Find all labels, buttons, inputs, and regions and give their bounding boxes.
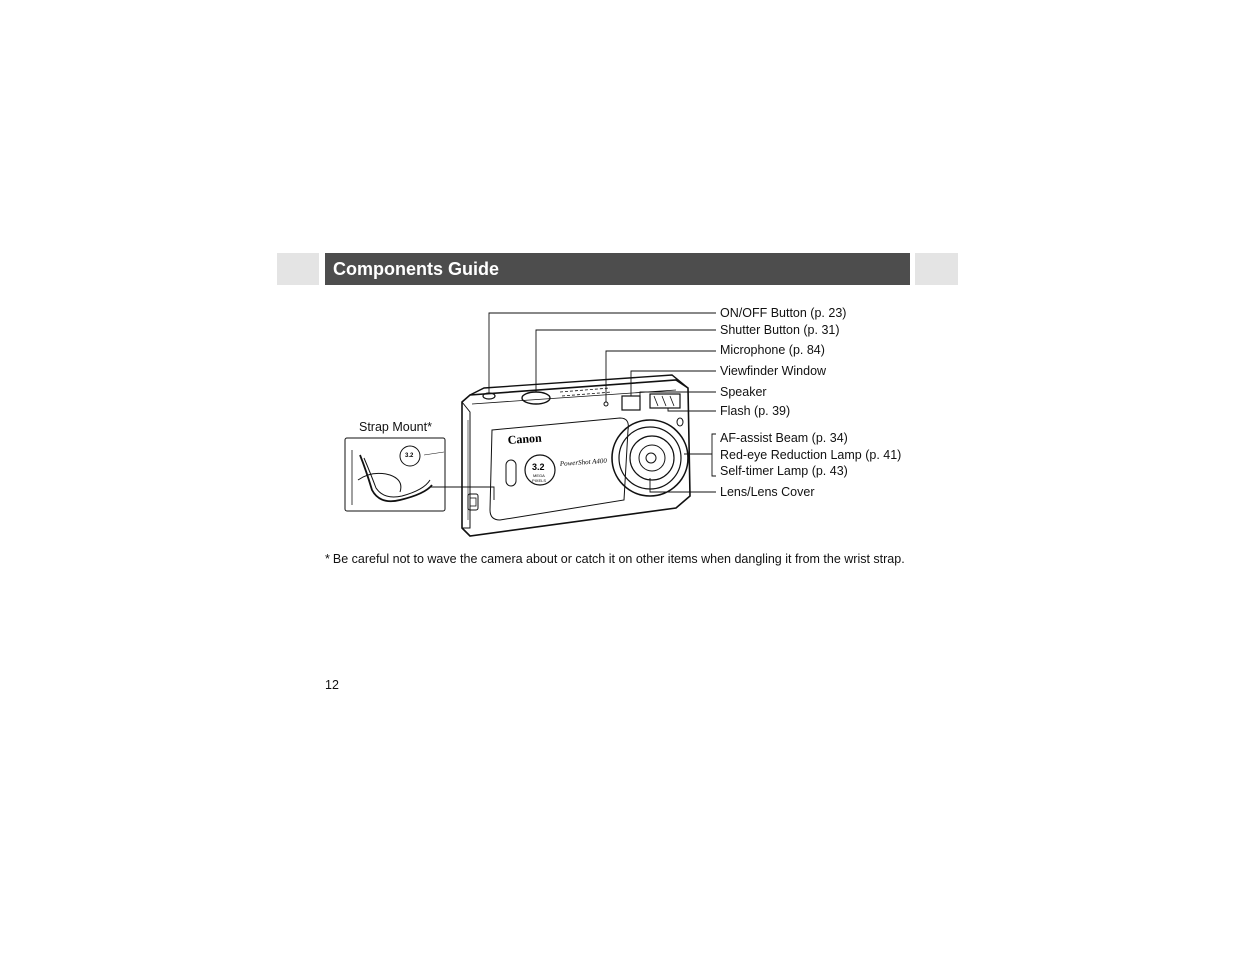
label-lens-cover: Lens/Lens Cover — [720, 485, 815, 499]
page-title: Components Guide — [333, 259, 499, 279]
footnote — [325, 552, 905, 566]
camera-model-text: PowerShot A400 — [559, 456, 608, 468]
camera-pixels-text: PIXELS — [532, 478, 547, 483]
inset-megapixel-text: 3.2 — [405, 453, 414, 459]
label-af-assist-beam: AF-assist Beam (p. 34) — [720, 431, 848, 445]
footnote-text: Be careful not to wave the camera about or catch it on other items when dangling it from the wrist strap. — [332, 552, 905, 566]
camera-megapixel-text: 3.2 — [532, 462, 545, 472]
label-microphone: Microphone (p. 84) — [720, 343, 825, 357]
label-shutter-button: Shutter Button (p. 31) — [720, 323, 840, 337]
label-red-eye-lamp: Red-eye Reduction Lamp (p. 41) — [720, 448, 902, 462]
camera-mega-text: MEGA — [533, 473, 545, 478]
footnote-asterisk: * — [325, 552, 330, 566]
strap-mount-inset — [345, 438, 445, 511]
label-self-timer-lamp: Self-timer Lamp (p. 43) — [720, 464, 848, 478]
page-number: 12 — [325, 678, 339, 692]
camera-brand-text: Canon — [507, 430, 543, 447]
leader-on-off — [489, 313, 716, 393]
label-viewfinder-window: Viewfinder Window — [720, 364, 827, 378]
label-speaker: Speaker — [720, 385, 767, 399]
label-flash: Flash (p. 39) — [720, 404, 791, 418]
label-on-off-button: ON/OFF Button (p. 23) — [720, 306, 847, 320]
label-strap-mount: Strap Mount* — [359, 420, 432, 434]
leader-af-bracket — [712, 434, 716, 476]
